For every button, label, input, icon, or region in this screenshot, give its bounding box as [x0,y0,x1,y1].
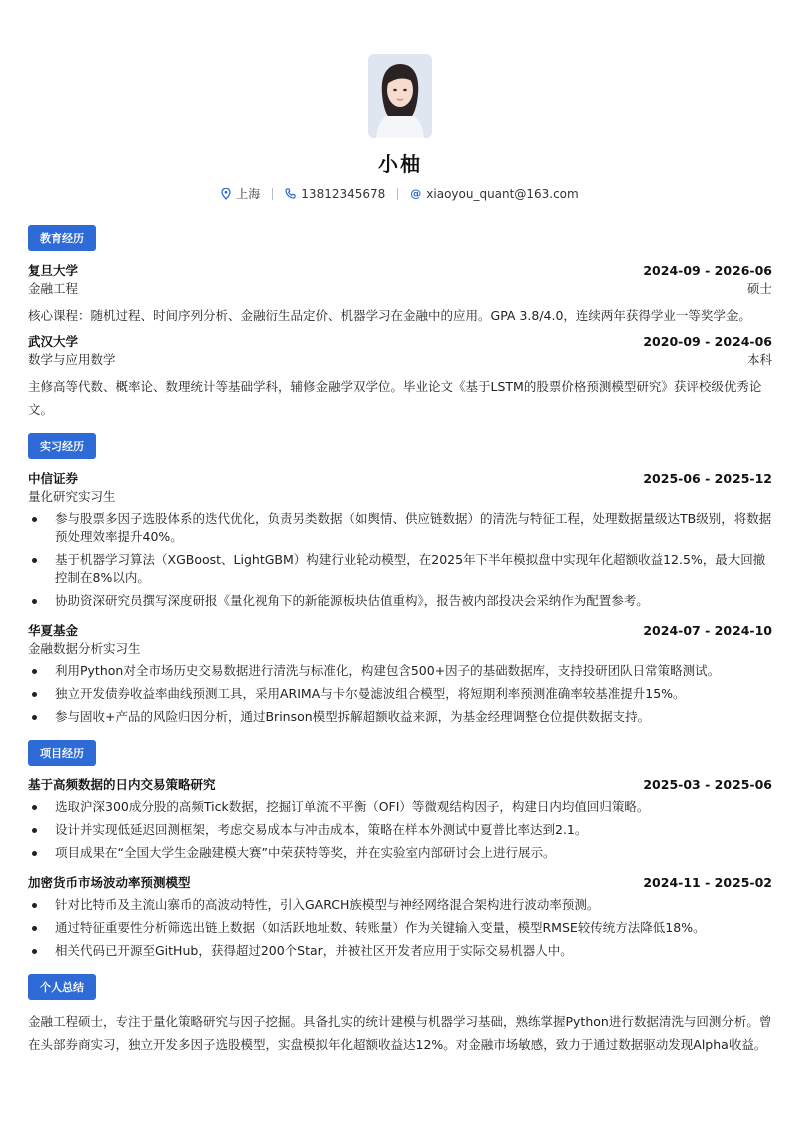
internship-role-row [28,640,772,658]
project-header-row [28,874,772,892]
email-icon: @ [410,187,422,200]
list-item: 参与股票多因子选股体系的迭代优化，负责另类数据（如舆情、供应链数据）的清洗与特征工程，处理数据量级达TB级别，将数据预处理效率提升40%。 [28,510,772,546]
list-item: 相关代码已开源至GitHub，获得超过200个Star，并被社区开发者应用于实际交易机器人中。 [28,942,772,960]
project-name: 加密货币市场波动率预测模型 [28,875,191,890]
resume-header [28,0,772,202]
education-description: 主修高等代数、概率论、数理统计等基础学科，辅修金融学双学位。毕业论文《基于LSTM的股票价格预测模型研究》获评校级优秀论文。 [28,379,762,417]
internship-role-row [28,488,772,506]
list-item: 基于机器学习算法（XGBoost、LightGBM）构建行业轮动模型，在2025年下半年模拟盘中实现年化超额收益12.5%，最大回撤控制在8%以内。 [28,551,772,587]
list-item: 独立开发债券收益率曲线预测工具，采用ARIMA与卡尔曼滤波组合模型，将短期利率预测准确率较基准提升15%。 [28,685,772,703]
project-date: 2025-03 - 2025-06 [643,777,772,792]
project-entry [28,874,772,960]
list-item: 设计并实现低延迟回测框架，考虑交易成本与冲击成本，策略在样本外测试中夏普比率达到2.1。 [28,821,772,839]
internship-section [28,433,772,726]
projects-section [28,740,772,960]
education-header-row [28,262,772,280]
education-entry [28,333,772,421]
education-date: 2024-09 - 2026-06 [643,263,772,278]
degree: 本科 [746,352,772,367]
phone-icon [285,188,296,199]
summary-text: 金融工程硕士，专注于量化策略研究与因子挖掘。具备扎实的统计建模与机器学习基础，熟练掌握Python进行数据清洗与回测分析。曾在头部券商实习，独立开发多因子选股模型，实盘模拟年化超额收益达12%。对金融市场敏感，致力于通过数据驱动发现Alpha收益。 [28,1014,772,1052]
company-name: 华夏基金 [28,623,79,638]
job-role: 金融数据分析实习生 [28,641,141,656]
education-sub-row [28,280,772,298]
internship-bullets [28,662,772,726]
job-role: 量化研究实习生 [28,489,116,504]
project-bullets [28,798,772,862]
project-entry [28,776,772,862]
list-item: 通过特征重要性分析筛选出链上数据（如活跃地址数、转账量）作为关键输入变量，模型RMSE较传统方法降低18%。 [28,919,772,937]
email-text[interactable]: xiaoyou_quant@163.com [426,186,579,201]
project-date: 2024-11 - 2025-02 [643,875,772,890]
list-item: 协助资深研究员撰写深度研报《量化视角下的新能源板块估值重构》，报告被内部投决会采纳作为配置参考。 [28,592,772,610]
company-name: 中信证券 [28,471,79,486]
contact-location [209,185,272,202]
internship-date: 2025-06 - 2025-12 [643,471,772,486]
internship-header-row [28,470,772,488]
contact-info [28,185,772,202]
project-bullets [28,896,772,960]
education-entry [28,262,772,327]
internship-entry [28,622,772,726]
education-header-row [28,333,772,351]
phone-text[interactable]: 13812345678 [301,186,386,201]
profile-photo [368,54,432,138]
summary-section [28,974,772,1056]
education-sub-row [28,351,772,369]
contact-email [398,187,590,201]
internship-bullets [28,510,772,610]
section-title-projects: 项目经历 [28,740,96,766]
education-date: 2020-09 - 2024-06 [643,334,772,349]
list-item: 项目成果在“全国大学生金融建模大赛”中荣获特等奖，并在实验室内部研讨会上进行展示。 [28,844,772,862]
school-name: 武汉大学 [28,334,79,349]
list-item: 利用Python对全市场历史交易数据进行清洗与标准化，构建包含500+因子的基础数据库，支持投研团队日常策略测试。 [28,662,772,680]
education-description: 核心课程：随机过程、时间序列分析、金融衍生品定价、机器学习在金融中的应用。GPA 3.8/4.0，连续两年获得学业一等奖学金。 [28,308,751,323]
major: 金融工程 [28,281,79,296]
list-item: 选取沪深300成分股的高频Tick数据，挖掘订单流不平衡（OFI）等微观结构因子，构建日内均值回归策略。 [28,798,772,816]
major: 数学与应用数学 [28,352,116,367]
section-title-education: 教育经历 [28,225,96,251]
contact-phone [273,187,397,201]
list-item: 参与固收+产品的风险归因分析，通过Brinson模型拆解超额收益来源，为基金经理调整仓位提供数据支持。 [28,708,772,726]
project-header-row [28,776,772,794]
internship-header-row [28,622,772,640]
candidate-name: 小柚 [378,152,422,176]
internship-entry [28,470,772,610]
school-name: 复旦大学 [28,263,79,278]
location-pin-icon [221,188,231,200]
avatar [368,54,432,138]
section-title-internship: 实习经历 [28,433,96,459]
section-title-summary: 个人总结 [28,974,96,1000]
location-text: 上海 [236,187,261,201]
education-section [28,225,772,421]
internship-date: 2024-07 - 2024-10 [643,623,772,638]
list-item: 针对比特币及主流山寨币的高波动特性，引入GARCH族模型与神经网络混合架构进行波动率预测。 [28,896,772,914]
project-name: 基于高频数据的日内交易策略研究 [28,777,216,792]
degree: 硕士 [746,281,772,296]
